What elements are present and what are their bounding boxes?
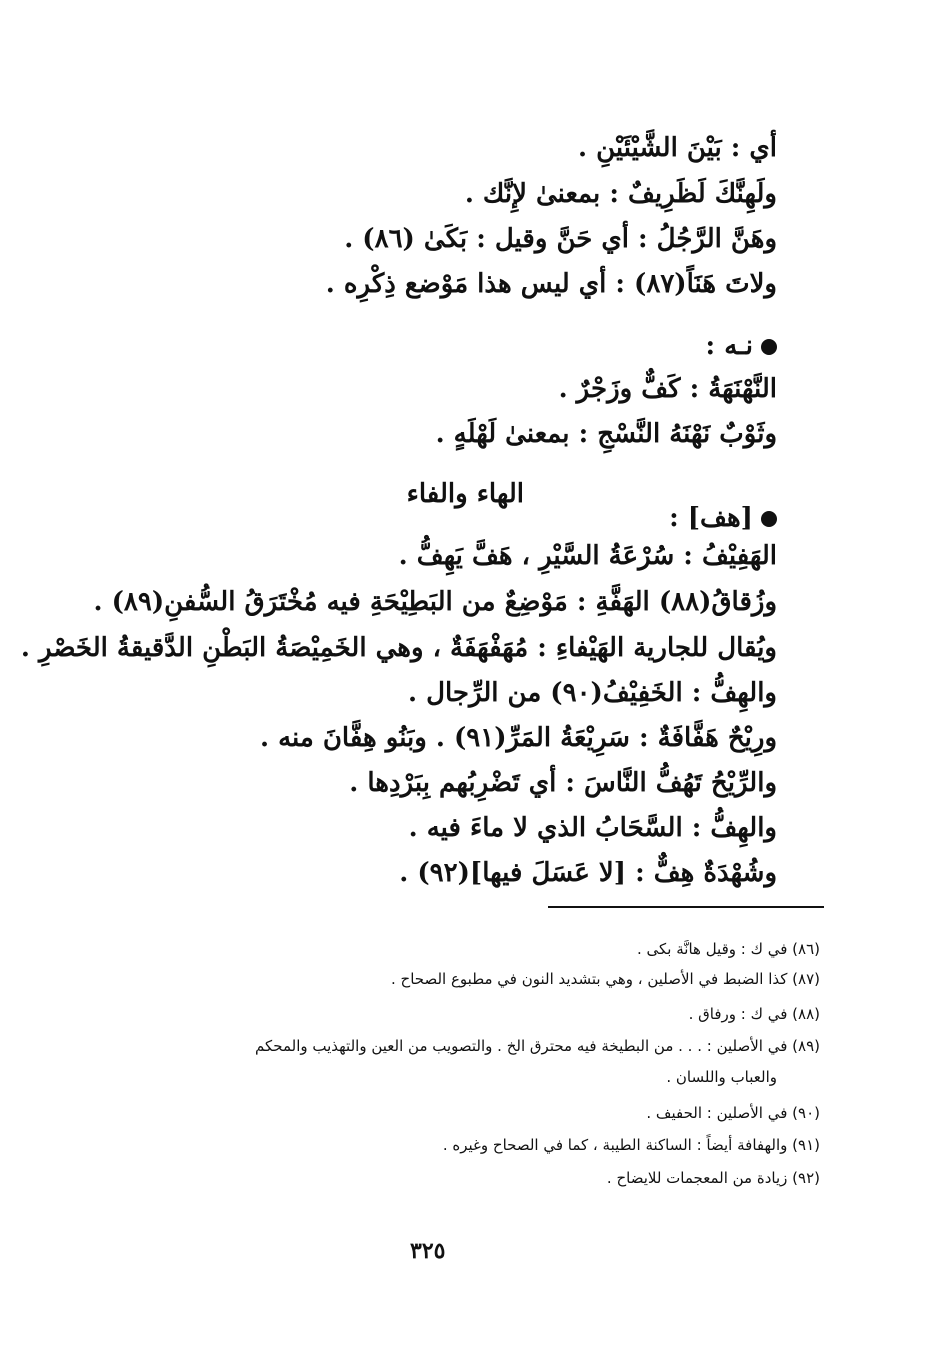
text-line: وشُهْدَةٌ هِفٌّ : [لا عَسَلَ فيها](٩٢) . xyxy=(399,858,777,888)
footnote: (٩١) والهفافة أيضاً : الساكنة الطيبة ، كما في الصحاح وغيره . xyxy=(442,1136,820,1154)
text-line: والرِّيْحُ تَهُفُّ النَّاسَ : أي تَضْرِبُهم بِبَرْدِها . xyxy=(349,768,777,798)
text-line: النَّهْنَهَةُ : كَفٌّ وزَجْرٌ . xyxy=(558,374,777,404)
text-line: وهَنَّ الرَّجُلُ : أي حَنَّ وقيل : بَكَىٰ (٨٦) . xyxy=(344,224,777,254)
text-line: وثَوْبٌ نَهْنَهُ النَّسْجِ : بمعنىٰ لَهْلَهٍ . xyxy=(435,419,777,449)
entry-heading-nh xyxy=(706,326,777,366)
entry-heading-label: نـه : xyxy=(705,331,753,361)
text-line: ولَهِنَّكَ لَظَرِيفٌ : بمعنىٰ لإِنَّك . xyxy=(464,179,777,209)
footnote: (٨٦) في ك : وقيل هانَّة بكى . xyxy=(636,940,820,958)
entry-heading-label: [هف] : xyxy=(669,503,753,533)
footnote: (٩٢) زيادة من المعجمات للايضاح . xyxy=(606,1169,820,1187)
text-line: والهِفُّ : الخَفِيْفُ(٩٠) من الرِّجال . xyxy=(408,678,777,708)
footnote: (٨٨) في ك : ورفاق . xyxy=(688,1005,820,1023)
text-line: ورِيْحٌ هَفَّافَةٌ : سَرِيْعَةُ المَرِّ(٩١) . وبَنُو هِفَّانَ منه . xyxy=(259,723,777,753)
footnote-continuation: والعباب واللسان . xyxy=(666,1068,777,1086)
text-line: وزُقاقُ(٨٨) الهَفَّةِ : مَوْضِعٌ من البَطِيْحَةِ فيه مُخْتَرَقُ السُّفنِ(٨٩) . xyxy=(93,587,777,617)
text-line: الهَفِيْفُ : سُرْعَةُ السَّيْرِ ، هَفَّ يَهِفُّ . xyxy=(398,541,777,571)
entry-heading-hf xyxy=(669,498,777,538)
bullet-icon xyxy=(761,511,777,527)
section-title: الهاء والفاء xyxy=(406,479,524,509)
page-number: ٣٢٥ xyxy=(410,1238,446,1264)
footnote: (٨٧) كذا الضبط في الأصلين ، وهي بتشديد النون في مطبوع الصحاح . xyxy=(390,970,820,988)
text-line: والهِفُّ : السَّحَابُ الذي لا ماءَ فيه . xyxy=(408,813,777,843)
text-line: ويُقال للجارية الهَيْفاءِ : مُهَفْهَفَةٌ ، وهي الخَمِيْصَةُ البَطْنِ الدَّقيقةُ الخَصْرِ . xyxy=(20,633,777,663)
bullet-icon xyxy=(761,339,777,355)
footnote-divider xyxy=(548,906,824,908)
text-line: ولاتَ هَنَاً(٨٧) : أي ليس هذا مَوْضع ذِكْرِه . xyxy=(325,269,777,299)
footnote: (٩٠) في الأصلين : الحفيف . xyxy=(646,1104,820,1122)
footnote: (٨٩) في الأصلين : . . . من البطيخة فيه محترق الخ . والتصويب من العين والتهذيب والمحكم xyxy=(255,1037,820,1055)
text-line: أي : بَيْنَ الشَّيْئَيْنِ . xyxy=(578,133,777,163)
